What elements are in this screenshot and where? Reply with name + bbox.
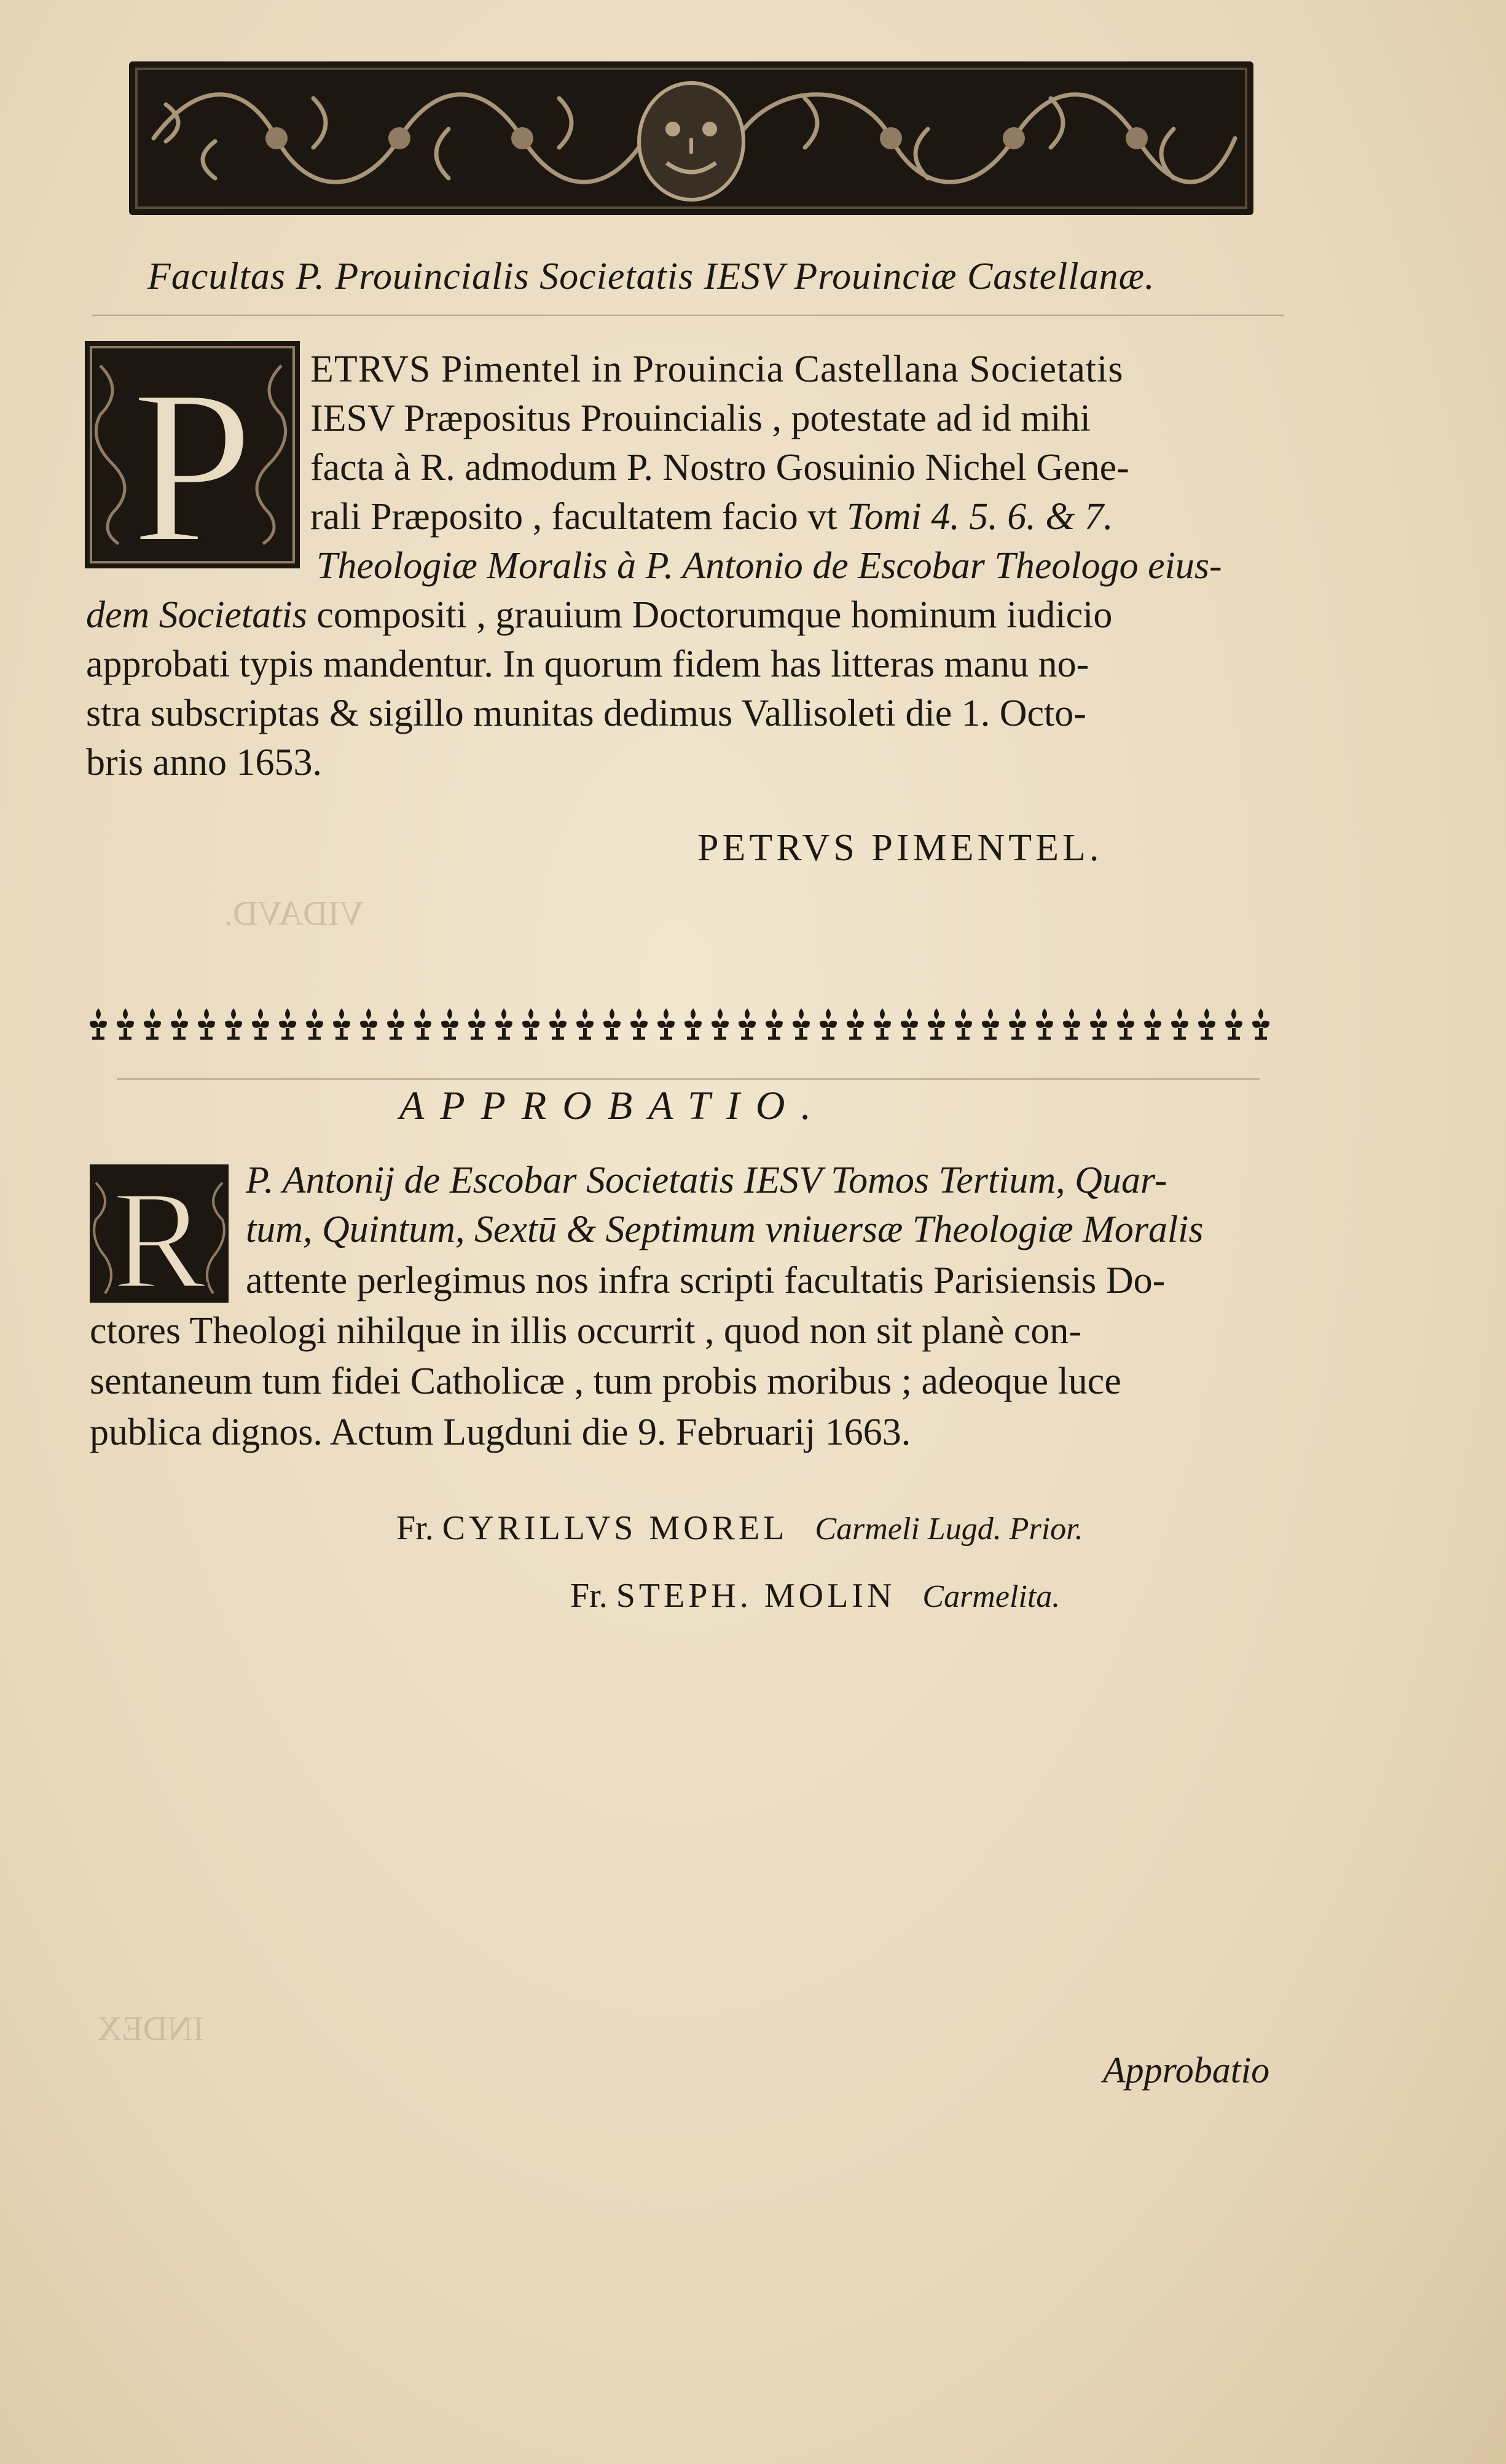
fleuron-glyph (1090, 1008, 1107, 1040)
facultas-line: IESV Præpositus Prouincialis , potestate ad id mihi (310, 398, 1091, 439)
facultas-text: compositi , grauium Doctorumque hominum iudicio (316, 594, 1113, 636)
facultas-line: bris anno 1653. (86, 742, 323, 783)
fleuron-glyph (928, 1008, 945, 1040)
facultas-line: stra subscriptas & sigillo munitas dedimus Vallisoleti die 1. Octo- (86, 693, 1086, 734)
title-rule (92, 315, 1284, 316)
fleuron-glyph (955, 1008, 972, 1040)
fleuron-glyph (279, 1008, 296, 1040)
facultas-text: rali Præposito , facultatem facio vt (310, 496, 837, 538)
signature-name: CYRILLVS MOREL (442, 1509, 788, 1547)
fleuron-glyph (360, 1008, 377, 1040)
fleuron-glyph (901, 1008, 918, 1040)
fleuron-glyph (603, 1008, 621, 1040)
fleuron-glyph (847, 1008, 864, 1040)
fleuron-glyph (225, 1008, 242, 1040)
approbatio-line: sentaneum tum fidei Catholicæ , tum probis moribus ; adeoque luce (90, 1360, 1121, 1402)
tomi-reference: Tomi 4. 5. 6. & 7. (846, 496, 1113, 538)
approbatio-line: ctores Theologi nihilque in illis occurrit , quod non sit planè con- (90, 1310, 1081, 1352)
fleuron-glyph (198, 1008, 215, 1040)
headpiece-ornament (129, 61, 1253, 215)
fleuron-glyph (1252, 1008, 1269, 1040)
fleuron-glyph (820, 1008, 837, 1040)
fleuron-glyph (117, 1008, 134, 1040)
facultas-signature: PETRVS PIMENTEL. (697, 827, 1103, 869)
fleuron-glyph (1063, 1008, 1080, 1040)
facultas-line: approbati typis mandentur. In quorum fidem has litteras manu no- (86, 643, 1089, 685)
signature-cyrillus-morel (396, 1509, 1083, 1548)
fleuron-glyph (522, 1008, 539, 1040)
fleuron-glyph (387, 1008, 404, 1040)
fleuron-glyph (657, 1008, 675, 1040)
fleuron-glyph (874, 1008, 891, 1040)
fleuron-glyph (549, 1008, 567, 1040)
dropcap-p-ornament (85, 341, 300, 568)
dropcap-r-ornament (90, 1164, 229, 1303)
fleuron-glyph (793, 1008, 810, 1040)
approbatio-heading: APPROBATIO. (399, 1083, 827, 1128)
thin-rule (117, 1078, 1260, 1080)
fleuron-glyph (684, 1008, 702, 1040)
svg-text:P: P (130, 343, 254, 568)
fleuron-glyph (1036, 1008, 1053, 1040)
fleuron-glyph (171, 1008, 188, 1040)
approbatio-line: attente perlegimus nos infra scripti facultatis Parisiensis Do- (246, 1260, 1166, 1301)
facultas-line: facta à R. admodum P. Nostro Gosuinio Nichel Gene- (310, 447, 1129, 488)
facultas-title: Facultas P. Prouincialis Societatis IESV Prouinciæ Castellanæ. (147, 256, 1155, 297)
fleuron-glyph (576, 1008, 594, 1040)
fleuron-glyph (1009, 1008, 1026, 1040)
facultas-line (86, 596, 1112, 634)
societatis-italic: dem Societatis (86, 594, 307, 636)
svg-text:R: R (112, 1164, 206, 1303)
fleuron-glyph (468, 1008, 485, 1040)
facultas-line (310, 498, 1113, 536)
fleuron-glyph (630, 1008, 648, 1040)
catchword: Approbatio (1103, 2050, 1270, 2090)
signature-name: STEPH. MOLIN (616, 1577, 896, 1615)
fleuron-glyph (1117, 1008, 1134, 1040)
show-through-text: INDEX (97, 2010, 205, 2048)
fleuron-glyph (306, 1008, 323, 1040)
facultas-line: Theologiæ Moralis à P. Antonio de Escobar Theologo eius- (316, 545, 1222, 587)
fleuron-glyph (414, 1008, 431, 1040)
facultas-line: ETRVS Pimentel in Prouincia Castellana Societatis (310, 348, 1124, 390)
approbatio-line: P. Antonij de Escobar Societatis IESV Tomos Tertium, Quar- (246, 1159, 1167, 1201)
fleuron-glyph (1198, 1008, 1215, 1040)
signature-steph-molin (570, 1576, 1060, 1615)
fleuron-glyph (712, 1008, 729, 1040)
fleuron-glyph (739, 1008, 756, 1040)
fleuron-glyph (441, 1008, 458, 1040)
fleuron-glyph (766, 1008, 783, 1040)
fleuron-glyph (1144, 1008, 1161, 1040)
approbatio-line: tum, Quintum, Sextū & Septimum vniuersæ Theologiæ Moralis (246, 1209, 1204, 1250)
approbatio-line: publica dignos. Actum Lugduni die 9. Februarij 1663. (90, 1411, 911, 1453)
signature-role: Carmelita. (922, 1579, 1061, 1614)
signature-prefix: Fr. (570, 1577, 608, 1615)
signature-prefix: Fr. (396, 1509, 434, 1547)
fleuron-glyph (333, 1008, 350, 1040)
flower-border-rule (85, 1003, 1274, 1042)
fleuron-glyph (1225, 1008, 1242, 1040)
fleuron-glyph (495, 1008, 512, 1040)
fleuron-glyph (90, 1008, 107, 1040)
fleuron-glyph (1171, 1008, 1188, 1040)
signature-role: Carmeli Lugd. Prior. (815, 1512, 1083, 1547)
show-through-text: VIDAVD. (224, 895, 364, 933)
fleuron-glyph (144, 1008, 161, 1040)
fleuron-glyph (252, 1008, 269, 1040)
fleuron-glyph (982, 1008, 999, 1040)
